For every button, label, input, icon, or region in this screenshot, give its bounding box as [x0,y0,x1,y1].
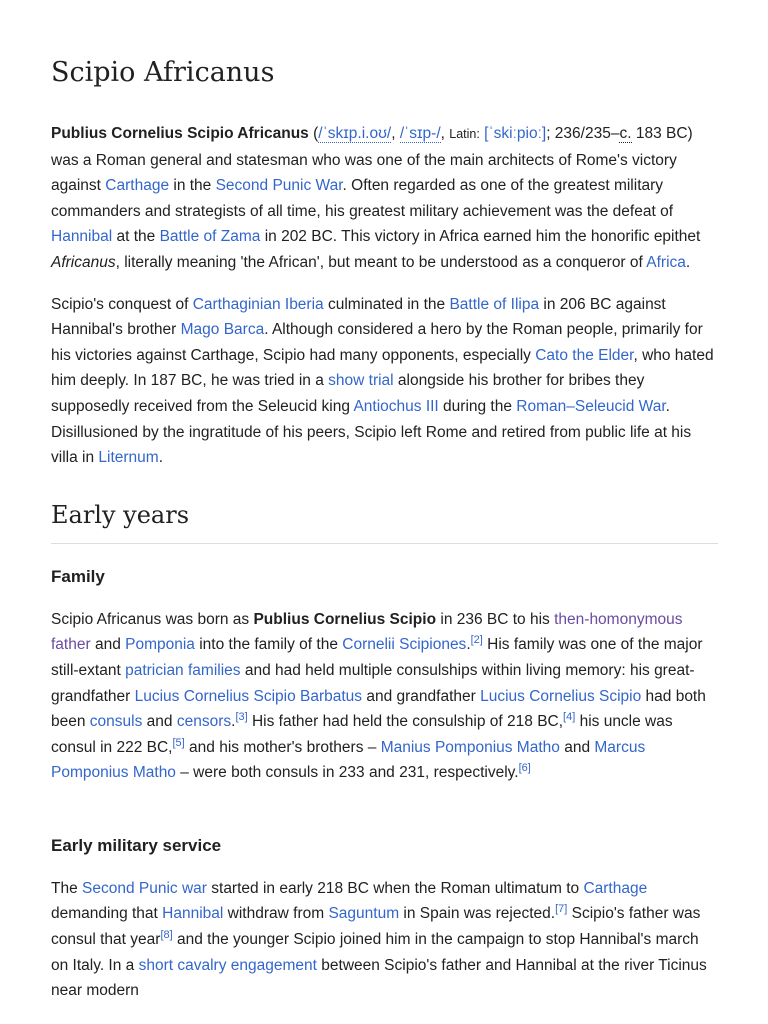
link-saguntum[interactable]: Saguntum [328,905,400,923]
reference-2[interactable]: [2] [470,634,483,647]
link-lucius-cornelius-scipio[interactable]: Lucius Cornelius Scipio [480,687,642,705]
link-cornelii-scipiones[interactable]: Cornelii Scipiones [342,636,467,654]
ipa-pronunciation-link[interactable]: /ˈskɪp.i.oʊ/ [318,125,392,142]
subject-name: Publius Cornelius Scipio Africanus [51,125,309,142]
family-paragraph: Scipio Africanus was born as Publius Cornelius Scipio in 236 BC to his then-homonymous father and Pomponia into the family of the Cornelii Scipiones.[2] His family was one of the major still-extant patrician families and had held multiple consulships within living memory: his great-grandfather Lucius Cornelius Scipio Barbatus and grandfather Lucius Cornelius Scipio had both been consuls and censors.[3] His father had held the consulship of 218 BC,[4] his uncle was consul in 222 BC,[5] and his mother's brothers – Manius Pomponius Matho and Marcus Pomponius Matho – were both consuls in 233 and 231, respectively.[6] [51,610,706,782]
link-scipio-barbatus[interactable]: Lucius Cornelius Scipio Barbatus [134,687,363,705]
link-roman-seleucid-war[interactable]: Roman–Seleucid War [516,397,666,415]
link-hannibal[interactable]: Hannibal [51,228,113,246]
link-cato-the-elder[interactable]: Cato the Elder [535,346,634,364]
section-heading-early-years: Early years [51,499,718,544]
reference-3[interactable]: [3] [235,710,248,723]
circa-abbr: c. [619,125,632,142]
reference-5[interactable]: [5] [172,736,185,749]
link-carthage[interactable]: Carthage [105,177,170,195]
link-censors[interactable]: censors [176,713,232,731]
link-show-trial[interactable]: show trial [328,372,394,390]
military-paragraph: The Second Punic war started in early 218 BC when the Roman ultimatum to Carthage demanding that Hannibal withdraw from Saguntum in Spain was rejected.[7] Scipio's father was consul that year[8] and the younger Scipio joined him in the campaign to stop Hannibal's march on Italy. In a short cavalry engagement between Scipio's father and Hannibal at the river Ticinus near modern [51,879,707,1000]
link-second-punic-war[interactable]: Second Punic War [215,177,343,195]
reference-7[interactable]: [7] [555,903,568,916]
intro-paragraph: Publius Cornelius Scipio Africanus (/ˈskɪp.i.oʊ/, /ˈsɪp-/, Latin: [ˈskiːpioː]; 236/235–c. 183 BC) was a Roman general and statesman who was one of the main architects of Rome's victory against Carthage in the Second Punic War. Often regarded as one of the greatest military commanders and strategists of all time, his greatest military achievement was the defeat of Hannibal at the Battle of Zama in 202 BC. This victory in Africa earned him the honorific epithet Africanus, literally meaning 'the African', but meant to be understood as a conqueror of Africa. [51,125,701,271]
link-then-homonymous-father[interactable]: then-homonymous father [51,610,683,654]
link-hannibal[interactable]: Hannibal [162,905,224,923]
link-mago-barca[interactable]: Mago Barca [180,321,265,339]
link-liternum[interactable]: Liternum [98,449,159,467]
page-title: Scipio Africanus [51,57,275,88]
link-marcus-pomponius-matho[interactable]: Marcus Pomponius Matho [51,738,646,782]
epithet: Africanus [51,253,116,271]
link-battle-of-ilipa[interactable]: Battle of Ilipa [449,295,540,313]
ipa-alt-pronunciation-link[interactable]: /ˈsɪp-/ [399,125,441,142]
link-battle-of-zama[interactable]: Battle of Zama [159,228,261,246]
subsection-heading-early-military-service: Early military service [51,835,222,855]
reference-4[interactable]: [4] [563,710,576,723]
birth-name: Publius Cornelius Scipio [253,610,437,628]
link-pomponia[interactable]: Pomponia [125,636,195,654]
link-short-cavalry-engagement[interactable]: short cavalry engagement [138,956,317,974]
link-carthaginian-iberia[interactable]: Carthaginian Iberia [192,295,324,313]
latin-ipa-link[interactable]: [ˈskiːpioː] [484,125,547,142]
link-second-punic-war[interactable]: Second Punic war [82,879,207,897]
link-patrician-families[interactable]: patrician families [125,661,241,679]
link-carthage[interactable]: Carthage [583,879,648,897]
second-paragraph: Scipio's conquest of Carthaginian Iberia culminated in the Battle of Ilipa in 206 BC against Hannibal's brother Mago Barca. Although considered a hero by the Roman people, primarily for his victories against Carthage, Scipio had many opponents, especially Cato the Elder, who hated him deeply. In 187 BC, he was tried in a show trial alongside his brother for bribes they supposedly received from the Seleucid king Antiochus III during the Roman–Seleucid War. Disillusioned by the ingratitude of his peers, Scipio left Rome and retired from public life at his villa in Liternum. [51,295,714,467]
reference-8[interactable]: [8] [160,928,173,941]
link-manius-pomponius-matho[interactable]: Manius Pomponius Matho [380,738,560,756]
subsection-heading-family: Family [51,566,105,586]
link-africa[interactable]: Africa [646,253,686,271]
reference-6[interactable]: [6] [518,762,531,775]
latin-label: Latin: [449,127,480,141]
link-consuls[interactable]: consuls [89,713,143,731]
link-antiochus-iii[interactable]: Antiochus III [353,397,439,415]
